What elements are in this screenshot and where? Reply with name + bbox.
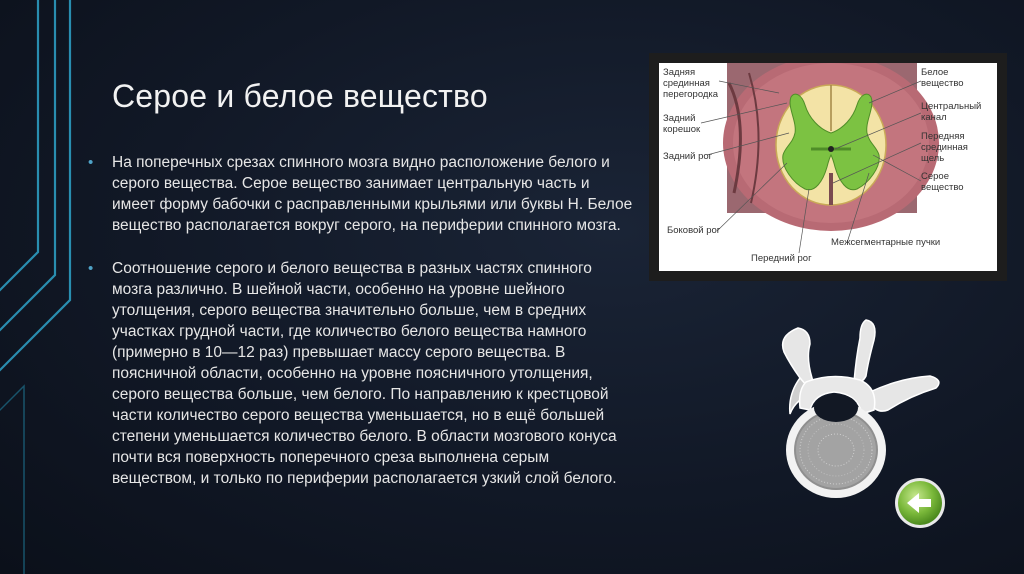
bullet-text: На поперечных срезах спинного мозга видно расположение белого и серого вещества. Серое вещество занимает центральную часть и имеет форму бабочки с расправленными крыльями или буквы Н. Белое вещество располагается вокруг серого, на периферии спинного мозга. bbox=[112, 154, 633, 234]
bullet-text: Соотношение серого и белого вещества в разных частях спинного мозга различно. В шейной части, особенно на уровне шейного утолщения, серого вещества значительно больше, чем в средних участках грудной части, где количество белого вещества намного (примерно в 10—12 раз) превышает массу серого вещества. В поясничной области, особенно на уровне поясничного утолщения, серого вещества больше, чем белого. По направлению к крестцовой части количество серого вещества уменьшается, но в ещё большей степени уменьшается количество белого. В области мозгового конуса почти вся поверхность поперечного среза выполнена серым веществом, и только по периферии располагается узкий слой белого. bbox=[112, 260, 617, 487]
bullet-dot: • bbox=[88, 260, 94, 277]
label-intersegmental: Межсегментарные пучки bbox=[831, 237, 941, 248]
label-white-matter: Белое вещество bbox=[921, 67, 964, 89]
label-central-canal: Центральный канал bbox=[921, 101, 982, 123]
label-gray-matter: Серое вещество bbox=[921, 171, 964, 193]
figure-canvas bbox=[659, 63, 997, 271]
bullet-item bbox=[88, 152, 633, 236]
slide-title: Серое и белое вещество bbox=[112, 78, 488, 114]
bullet-item bbox=[88, 258, 633, 489]
bullet-dot: • bbox=[88, 154, 94, 171]
back-arrow-icon bbox=[893, 476, 947, 530]
bullet-list bbox=[88, 152, 633, 511]
central-canal bbox=[828, 146, 834, 152]
label-dorsal-root: Задний корешок bbox=[663, 113, 701, 135]
label-ventral-horn: Передний рог bbox=[751, 253, 812, 264]
back-button[interactable] bbox=[893, 476, 947, 530]
spinal-cord-figure bbox=[649, 53, 1007, 281]
label-dorsal-horn: Задний рог bbox=[663, 151, 713, 162]
label-lateral-horn: Боковой рог bbox=[667, 225, 721, 236]
label-posterior-septum: Задняя срединная перегородка bbox=[663, 67, 719, 100]
label-anterior-fissure: Передняя срединная щель bbox=[921, 131, 968, 164]
